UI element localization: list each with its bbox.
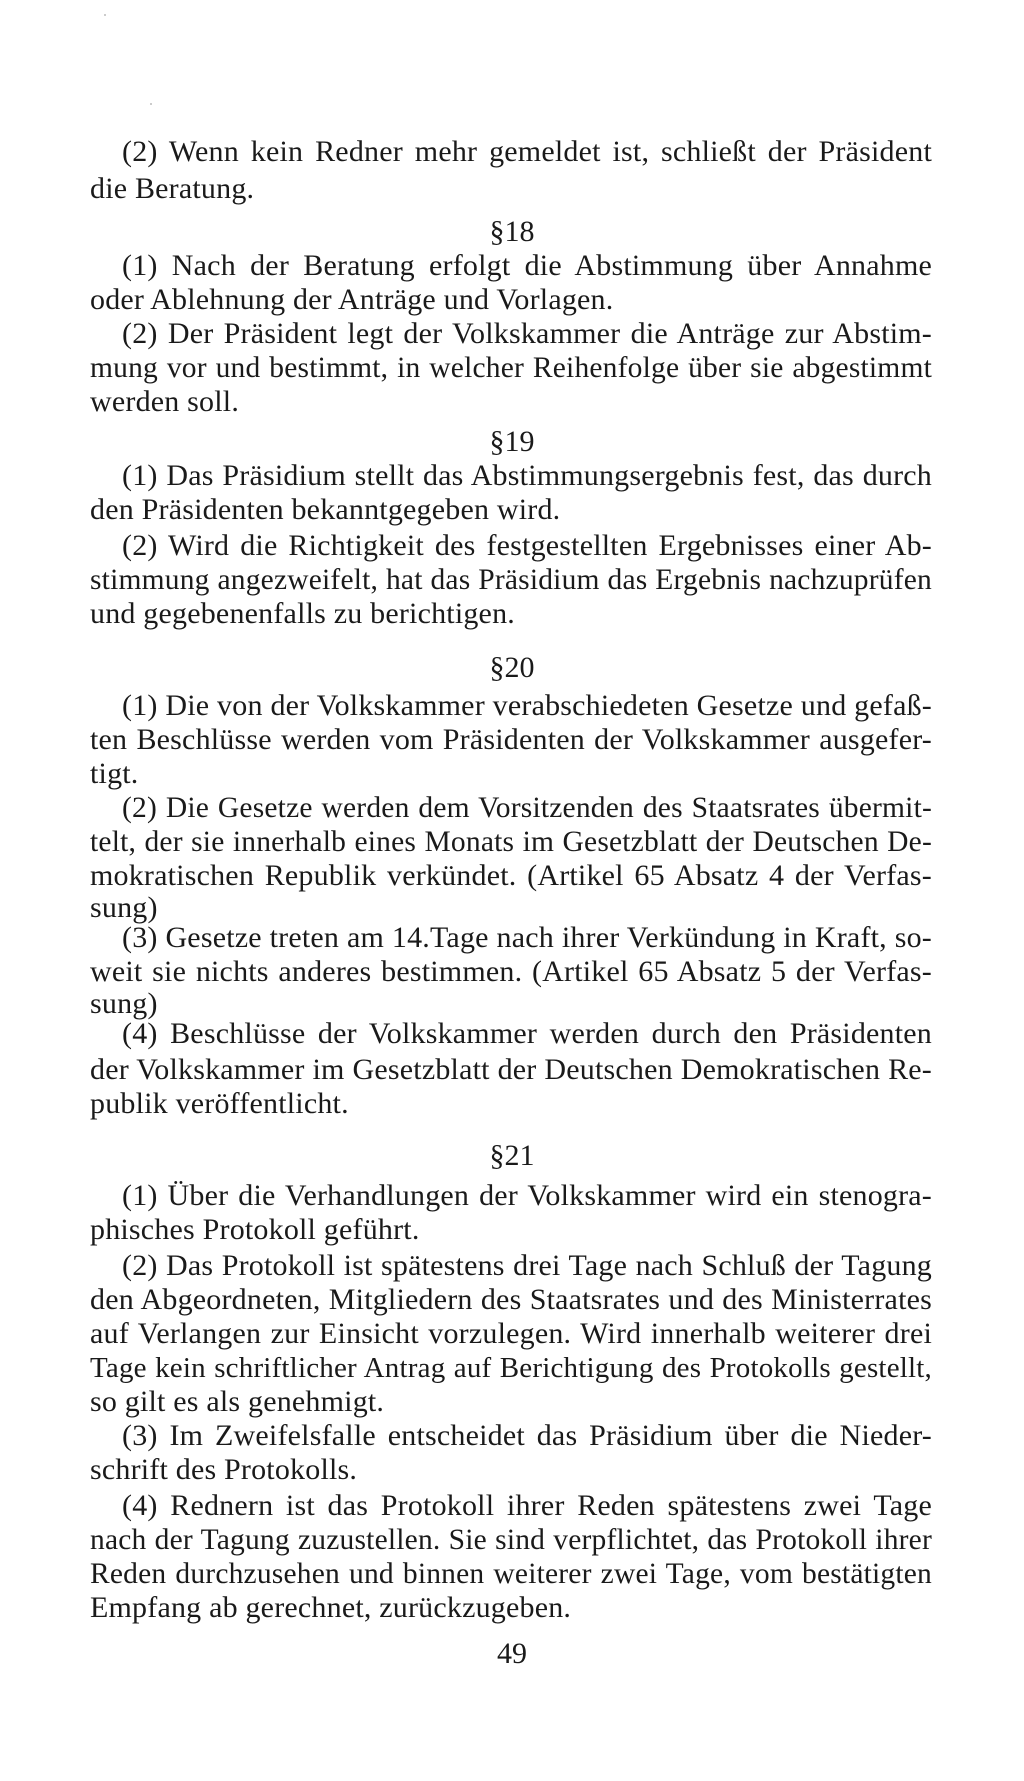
s21-para2-line: den Abgeordneten, Mitgliedern des Staatsrates und des Ministerrates bbox=[90, 1283, 932, 1316]
s20-para4-line: (4) Beschlüsse der Volkskammer werden durch den Präsidenten bbox=[122, 1017, 932, 1050]
s20-para3-line: (3) Gesetze treten am 14.Tage nach ihrer Verkündung in Kraft, so- bbox=[122, 921, 932, 954]
s20-para4-line: der Volkskammer im Gesetzblatt der Deutschen Demokratischen Re- bbox=[90, 1053, 932, 1086]
s21-para3-line: (3) Im Zweifelsfalle entscheidet das Präsidium über die Nieder- bbox=[122, 1419, 932, 1452]
s21-para4-line: Empfang ab gerechnet, zurückzugeben. bbox=[90, 1591, 572, 1624]
page-number: 49 bbox=[497, 1637, 527, 1670]
s18-para2-line: werden soll. bbox=[90, 385, 240, 418]
s17-para2-line: (2) Wenn kein Redner mehr gemeldet ist, schließt der Präsident bbox=[122, 135, 932, 168]
s20-para1-line: tigt. bbox=[90, 757, 139, 790]
s21-para2-line: so gilt es als genehmigt. bbox=[90, 1385, 385, 1418]
s20-para1-line: ten Beschlüsse werden vom Präsidenten der Volkskammer ausgefer- bbox=[90, 723, 932, 756]
s20-para2-line: sung) bbox=[90, 891, 158, 924]
s20-para2-line: mokratischen Republik verkündet. (Artikel 65 Absatz 4 der Verfas- bbox=[90, 859, 932, 892]
s17-para2-line: die Beratung. bbox=[90, 172, 255, 205]
s20-para2-line: (2) Die Gesetze werden dem Vorsitzenden des Staatsrates übermit- bbox=[122, 792, 932, 824]
s21-para3-line: schrift des Protokolls. bbox=[90, 1453, 358, 1486]
s19-para1-line: (1) Das Präsidium stellt das Abstimmungsergebnis fest, das durch bbox=[122, 459, 932, 492]
s18-para1-line: oder Ablehnung der Anträge und Vorlagen. bbox=[90, 283, 614, 316]
s21-para1-line: phisches Protokoll geführt. bbox=[90, 1213, 420, 1246]
s21-para2-line: Tage kein schriftlicher Antrag auf Berichtigung des Protokolls gestellt, bbox=[90, 1352, 932, 1384]
s20-para3-line: sung) bbox=[90, 987, 158, 1020]
s20-para3-line: weit sie nichts anderes bestimmen. (Artikel 65 Absatz 5 der Verfas- bbox=[90, 955, 932, 988]
s18-para1-line: (1) Nach der Beratung erfolgt die Abstimmung über Annahme bbox=[122, 249, 932, 282]
scan-speck bbox=[104, 14, 106, 16]
s21-para4-line: Reden durchzusehen und binnen weiterer zwei Tage, vom bestätigten bbox=[90, 1558, 932, 1590]
s20-para1-line: (1) Die von der Volkskammer verabschiedeten Gesetze und gefaß- bbox=[122, 689, 932, 722]
s21-para4-line: nach der Tagung zuzustellen. Sie sind verpflichtet, das Protokoll ihrer bbox=[90, 1524, 932, 1556]
s19-para1-line: den Präsidenten bekanntgegeben wird. bbox=[90, 493, 561, 526]
s21-para4-line: (4) Rednern ist das Protokoll ihrer Reden spätestens zwei Tage bbox=[122, 1489, 932, 1522]
section-heading-18: §18 bbox=[489, 215, 535, 248]
s18-para2-line: (2) Der Präsident legt der Volkskammer die Anträge zur Abstim- bbox=[122, 317, 932, 350]
s19-para2-line: und gegebenenfalls zu berichtigen. bbox=[90, 597, 515, 630]
section-heading-21: §21 bbox=[489, 1139, 535, 1172]
section-heading-19: §19 bbox=[489, 425, 535, 458]
s21-para2-line: (2) Das Protokoll ist spätestens drei Tage nach Schluß der Tagung bbox=[122, 1249, 932, 1282]
s20-para4-line: publik veröffentlicht. bbox=[90, 1087, 349, 1120]
s19-para2-line: (2) Wird die Richtigkeit des festgestellten Ergebnisses einer Ab- bbox=[122, 529, 932, 562]
scan-speck bbox=[150, 103, 152, 105]
s21-para2-line: auf Verlangen zur Einsicht vorzulegen. Wird innerhalb weiterer drei bbox=[90, 1317, 932, 1350]
section-heading-20: §20 bbox=[489, 651, 535, 684]
s21-para1-line: (1) Über die Verhandlungen der Volkskammer wird ein stenogra- bbox=[122, 1179, 932, 1212]
s18-para2-line: mung vor und bestimmt, in welcher Reihenfolge über sie abgestimmt bbox=[90, 352, 932, 384]
s19-para2-line: stimmung angezweifelt, hat das Präsidium das Ergebnis nachzuprüfen bbox=[90, 564, 932, 596]
s20-para2-line: telt, der sie innerhalb eines Monats im Gesetzblatt der Deutschen De- bbox=[90, 826, 932, 858]
